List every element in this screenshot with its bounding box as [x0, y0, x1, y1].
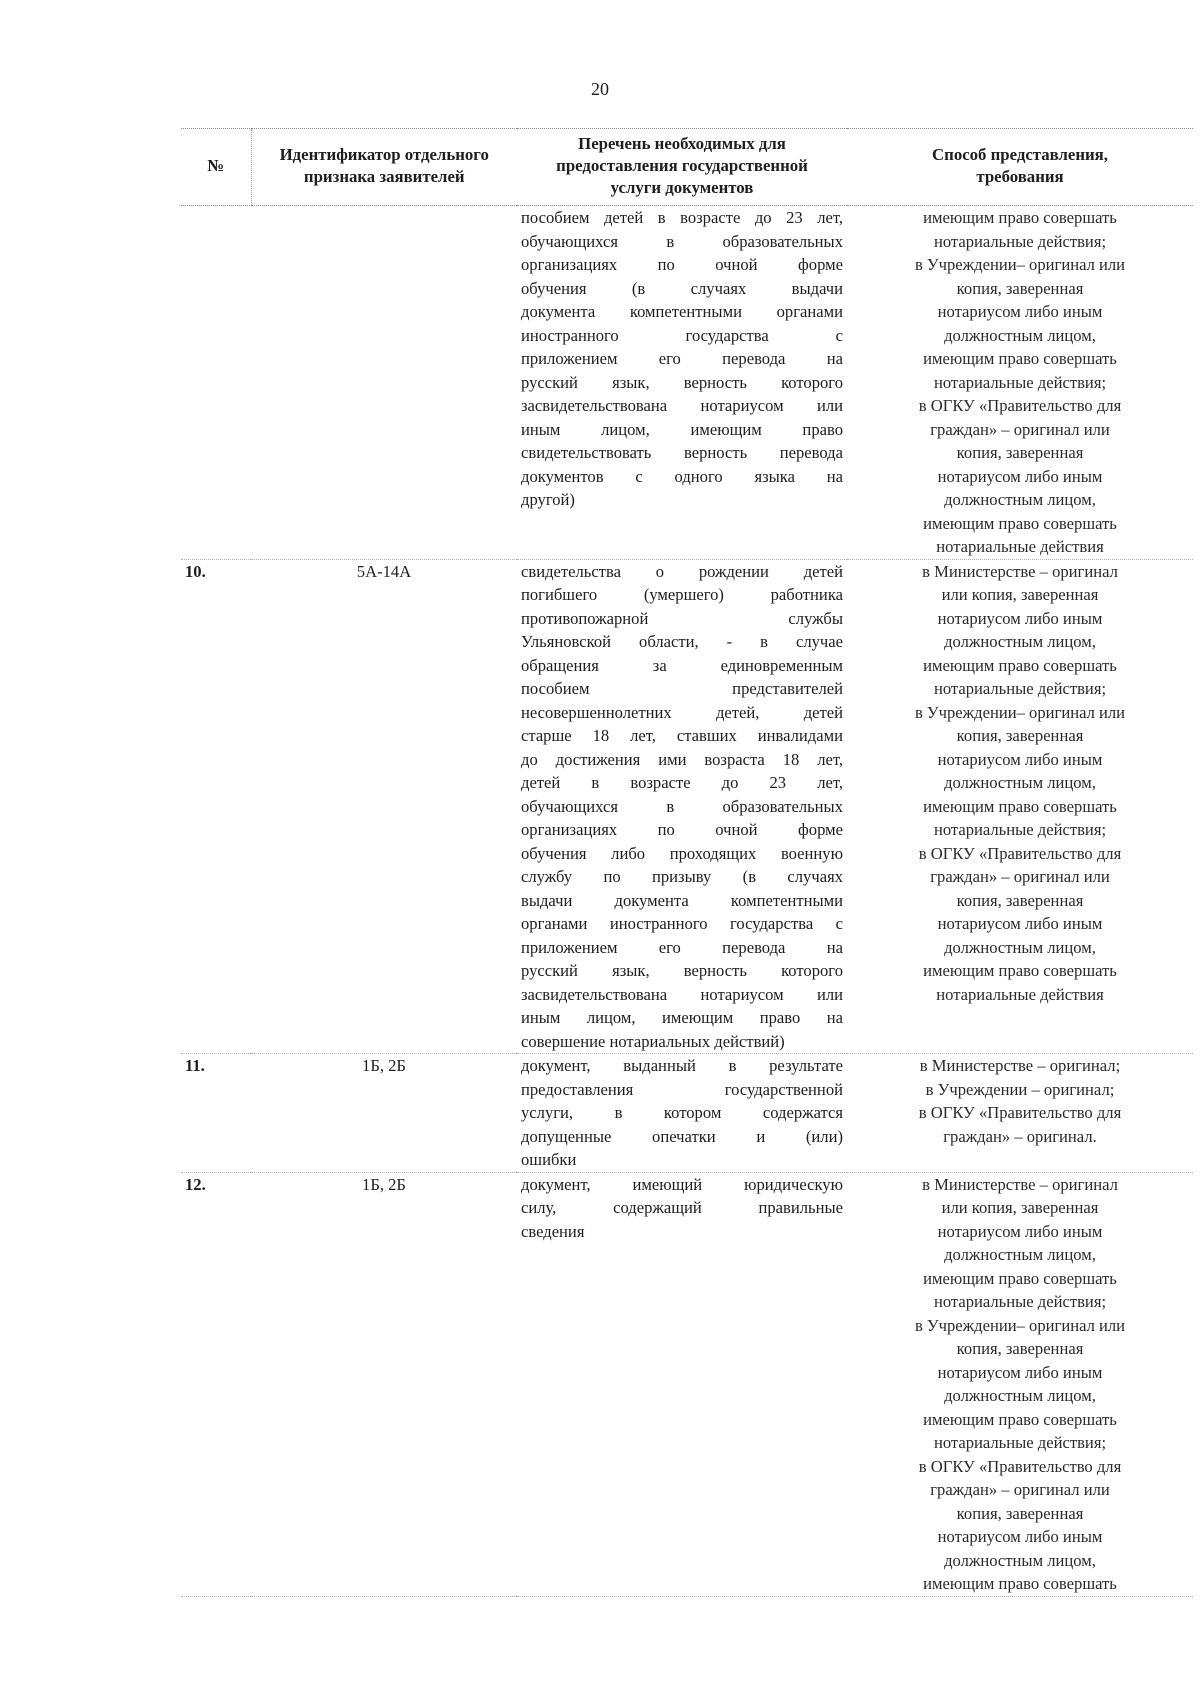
table-row	[181, 559, 1193, 1054]
row-method	[847, 206, 1193, 560]
method-line: нотариусом либо иным	[937, 914, 1103, 933]
table-header-row	[181, 129, 1193, 206]
method-line: имеющим право совершать	[923, 796, 1117, 816]
page-number: 20	[591, 79, 609, 99]
documents-line: совершение нотариальных действий)	[521, 1031, 785, 1051]
method-line: или копия, заверенная	[941, 585, 1099, 604]
header-documents-line: предоставления государственной	[556, 156, 808, 175]
requirements-table	[181, 128, 1193, 1597]
header-identifier-line: признака заявителей	[303, 167, 465, 186]
row-identifier: 1Б, 2Б	[251, 1054, 517, 1173]
documents-line: документ, имеющий юридическую	[521, 1174, 843, 1194]
method-line: в Учреждении– оригинал или	[914, 255, 1126, 274]
documents-line: пособием детей в возрасте до 23 лет,	[521, 208, 843, 227]
method-line: граждан» – оригинал или	[930, 867, 1110, 886]
documents-line: обучения либо проходящих военную	[521, 843, 843, 863]
row-method	[847, 1054, 1193, 1173]
documents-line: старше 18 лет, ставших инвалидами	[521, 726, 843, 745]
documents-line: документов с одного языка на	[521, 466, 843, 486]
method-line: копия, заверенная	[956, 1339, 1084, 1358]
header-identifier-line: Идентификатор отдельного	[279, 145, 489, 164]
row-number: 11.	[181, 1054, 251, 1173]
method-line: нотариусом либо иным	[937, 1362, 1103, 1382]
method-line: имеющим право совершать	[923, 513, 1117, 533]
method-line: нотариальные действия	[936, 984, 1104, 1004]
documents-line: пособием представителей	[521, 679, 843, 698]
method-line: нотариусом либо иным	[937, 749, 1103, 769]
documents-line: обучения (в случаях выдачи	[521, 278, 843, 298]
documents-line: органами иностранного государства с	[521, 914, 843, 933]
documents-line: приложением его перевода на	[521, 349, 843, 368]
documents-line: несовершеннолетних детей, детей	[521, 702, 843, 722]
method-line: должностным лицом,	[944, 937, 1096, 957]
documents-line: выдачи документа компетентными	[521, 890, 843, 910]
documents-line: услуги, в котором содержатся	[521, 1103, 843, 1122]
documents-line: организациях по очной форме	[521, 255, 843, 274]
row-documents	[517, 1172, 847, 1596]
documents-line: свидетельства о рождении детей	[521, 561, 843, 581]
header-documents	[517, 129, 847, 206]
method-line: нотариальные действия;	[933, 372, 1107, 392]
documents-line: свидетельствовать верность перевода	[521, 443, 843, 462]
documents-line: противопожарной службы	[521, 608, 843, 628]
documents-line: погибшего (умершего) работника	[521, 585, 843, 604]
method-line: нотариальные действия;	[933, 231, 1107, 251]
method-line: копия, заверенная	[956, 890, 1084, 910]
method-line: должностным лицом,	[944, 490, 1096, 509]
documents-line: обращения за единовременным	[521, 655, 843, 675]
table-body	[181, 206, 1193, 1597]
method-line: имеющим право совершать	[923, 349, 1117, 368]
documents-line: Ульяновской области, - в случае	[521, 632, 843, 651]
method-line: нотариальные действия	[936, 537, 1104, 556]
documents-line: детей в возрасте до 23 лет,	[521, 773, 843, 792]
method-line: в ОГКУ «Правительство для	[918, 396, 1122, 415]
documents-line: ошибки	[521, 1150, 577, 1169]
header-method-line: Способ представления,	[932, 145, 1108, 164]
method-line: нотариусом либо иным	[937, 1527, 1103, 1546]
documents-line: организациях по очной форме	[521, 820, 843, 839]
method-line: нотариальные действия;	[933, 1292, 1107, 1311]
row-identifier: 1Б, 2Б	[251, 1172, 517, 1596]
row-number: 10.	[181, 559, 251, 1054]
documents-line: иным лицом, имеющим право	[521, 419, 843, 439]
row-number: 12.	[181, 1172, 251, 1596]
method-line: должностным лицом,	[944, 1550, 1096, 1570]
row-identifier: 5А-14А	[251, 559, 517, 1054]
method-line: имеющим право совершать	[923, 655, 1117, 675]
documents-line: засвидетельствована нотариусом или	[521, 984, 843, 1004]
documents-line: обучающихся в образовательных	[521, 796, 843, 816]
documents-line: русский язык, верность которого	[521, 372, 843, 392]
documents-line: сведения	[521, 1221, 585, 1241]
row-method	[847, 1172, 1193, 1596]
documents-line: обучающихся в образовательных	[521, 231, 843, 251]
row-documents	[517, 206, 847, 560]
method-line: граждан» – оригинал или	[930, 419, 1110, 439]
table-row	[181, 1172, 1193, 1596]
header-documents-line: Перечень необходимых для	[578, 134, 786, 153]
method-line: нотариальные действия;	[933, 820, 1107, 839]
row-documents	[517, 559, 847, 1054]
method-line: имеющим право совершать	[923, 1409, 1117, 1429]
documents-line: допущенные опечатки и (или)	[521, 1126, 843, 1146]
method-line: имеющим право совершать	[923, 1268, 1117, 1288]
documents-line: службу по призыву (в случаях	[521, 867, 843, 886]
method-line: копия, заверенная	[956, 278, 1084, 298]
method-line: в Учреждении– оригинал или	[914, 1315, 1126, 1335]
documents-line: приложением его перевода на	[521, 937, 843, 957]
method-line: нотариусом либо иным	[937, 302, 1103, 321]
method-line: в Министерстве – оригинал	[922, 561, 1118, 581]
documents-line: другой)	[521, 490, 575, 509]
row-method	[847, 559, 1193, 1054]
method-line: должностным лицом,	[944, 1245, 1096, 1264]
method-line: должностным лицом,	[944, 325, 1096, 345]
documents-line: до достижения ими возраста 18 лет,	[521, 749, 843, 769]
header-method	[847, 129, 1193, 206]
header-method-line: требования	[976, 167, 1064, 186]
table-row	[181, 206, 1193, 560]
header-identifier	[251, 129, 517, 206]
method-line: имеющим право совершать	[923, 1574, 1117, 1593]
row-number	[181, 206, 251, 560]
table-row	[181, 1054, 1193, 1173]
documents-line: документа компетентными органами	[521, 302, 843, 321]
method-line: должностным лицом,	[944, 773, 1096, 792]
method-line: в ОГКУ «Правительство для	[918, 1456, 1122, 1476]
method-line: нотариальные действия;	[933, 1433, 1107, 1452]
method-line: имеющим право совершать	[923, 208, 1117, 227]
documents-line: предоставления государственной	[521, 1079, 843, 1099]
method-line: копия, заверенная	[956, 443, 1084, 462]
method-line: в Министерстве – оригинал	[922, 1174, 1118, 1194]
documents-line: документ, выданный в результате	[521, 1056, 843, 1075]
method-line: граждан» – оригинал.	[943, 1126, 1097, 1146]
documents-line: русский язык, верность которого	[521, 961, 843, 980]
method-line: копия, заверенная	[956, 1503, 1084, 1523]
row-documents	[517, 1054, 847, 1173]
row-identifier	[251, 206, 517, 560]
header-documents-line: услуги документов	[610, 178, 754, 197]
documents-line: силу, содержащий правильные	[521, 1198, 843, 1217]
method-line: нотариусом либо иным	[937, 1221, 1103, 1241]
method-line: в ОГКУ «Правительство для	[918, 843, 1122, 863]
documents-line: засвидетельствована нотариусом или	[521, 396, 843, 415]
method-line: должностным лицом,	[944, 1386, 1096, 1405]
method-line: граждан» – оригинал или	[930, 1480, 1110, 1499]
header-num: №	[181, 129, 251, 206]
method-line: в Учреждении – оригинал;	[925, 1079, 1115, 1099]
method-line: в Министерстве – оригинал;	[919, 1056, 1121, 1075]
method-line: имеющим право совершать	[923, 961, 1117, 980]
documents-line: иностранного государства с	[521, 325, 843, 345]
documents-line: иным лицом, имеющим право на	[521, 1008, 843, 1027]
method-line: копия, заверенная	[956, 726, 1084, 745]
method-line: в Учреждении– оригинал или	[914, 702, 1126, 722]
method-line: нотариусом либо иным	[937, 608, 1103, 628]
method-line: должностным лицом,	[944, 632, 1096, 651]
method-line: в ОГКУ «Правительство для	[918, 1103, 1122, 1122]
method-line: или копия, заверенная	[941, 1198, 1099, 1217]
method-line: нотариусом либо иным	[937, 466, 1103, 486]
method-line: нотариальные действия;	[933, 679, 1107, 698]
